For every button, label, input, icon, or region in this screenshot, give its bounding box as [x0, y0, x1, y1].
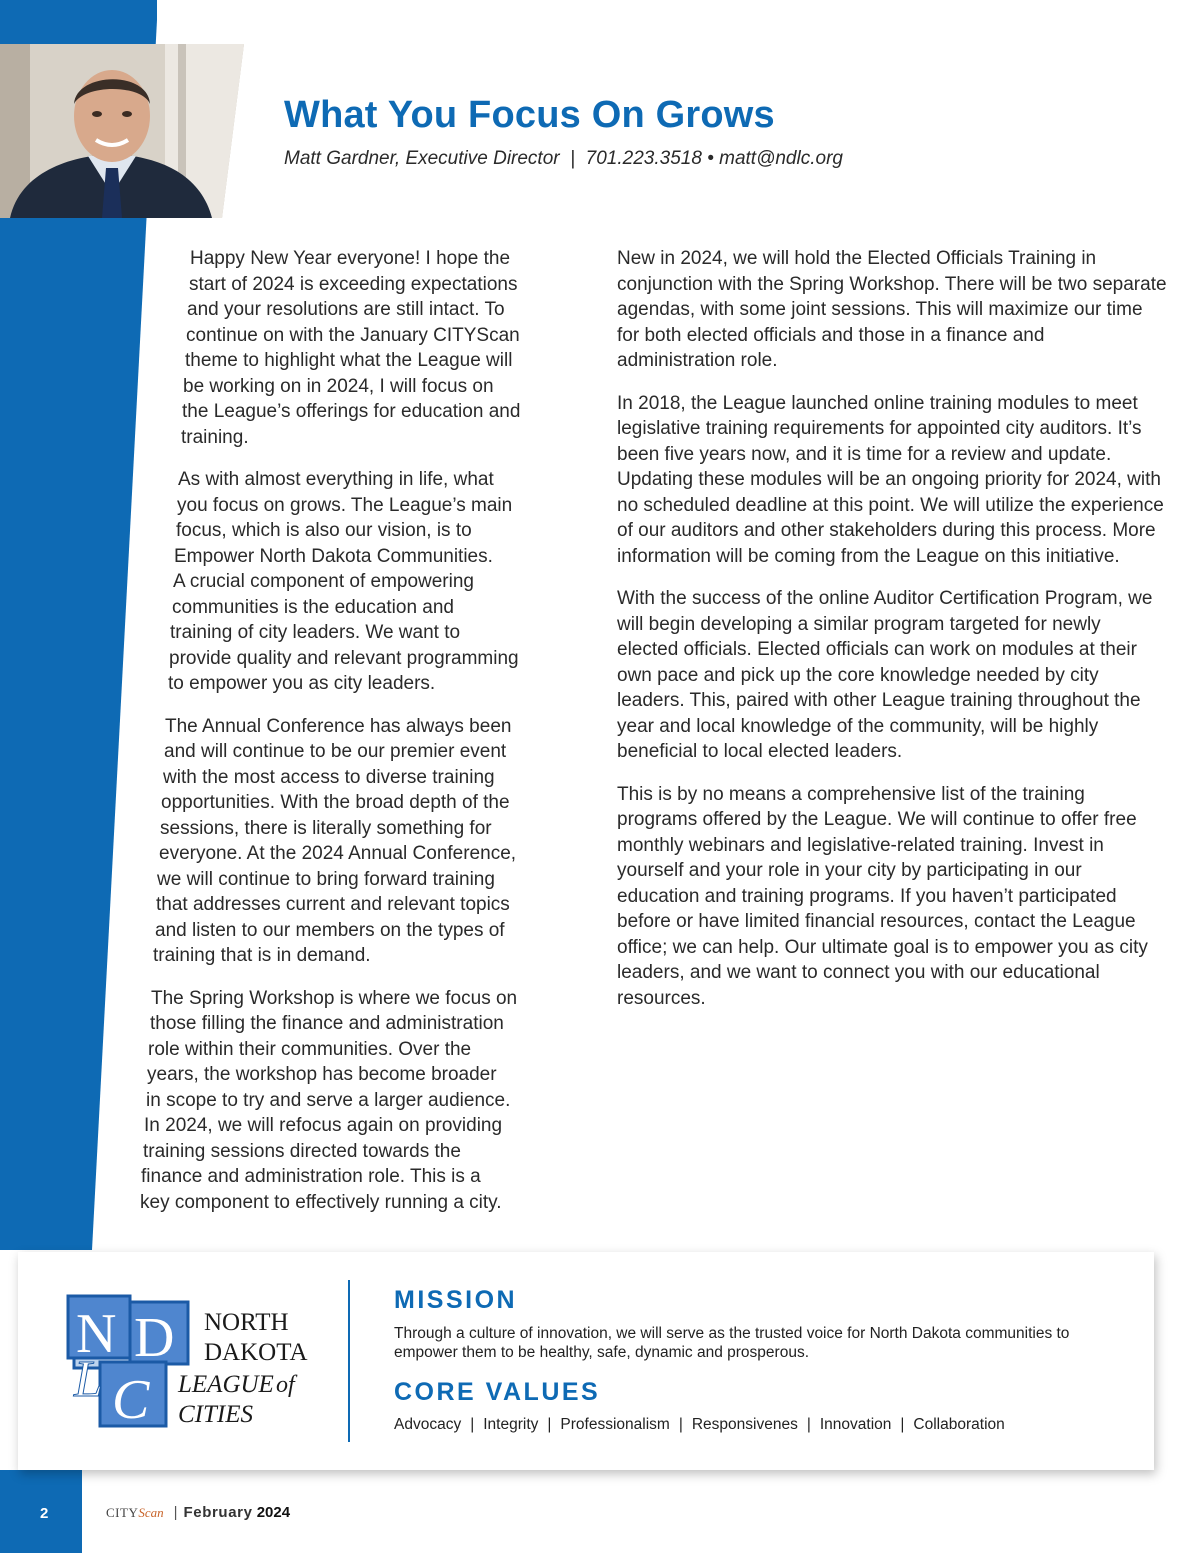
text-line: training. [181, 426, 249, 448]
text-line: you focus on grows. The League’s main [177, 494, 513, 516]
page-number: 2 [40, 1505, 49, 1522]
paragraph-gap [0, 697, 590, 714]
logo-letter-d: D [134, 1307, 175, 1369]
core-value-separator: | [900, 1416, 905, 1433]
text-line: years, the workshop has become broader [147, 1064, 497, 1085]
core-value: Professionalism [560, 1416, 670, 1433]
core-value-separator: | [547, 1416, 552, 1433]
text-line: start of 2024 is exceeding expectations [189, 273, 518, 295]
core-value-separator: | [470, 1416, 475, 1433]
publication-name-city: CITY [106, 1505, 139, 1520]
text-line: training of city leaders. We want to [170, 622, 461, 643]
logo-letter-c: C [112, 1369, 150, 1431]
text-line: those filling the finance and administration [150, 1013, 504, 1034]
core-value-separator: | [678, 1416, 683, 1433]
text-line: In 2024, we will refocus again on providing [144, 1115, 503, 1136]
paragraph: This is by no means a comprehensive list of the training programs offered by the League. We will continue to offer free monthly webinars and legislative-related training. Invest in yourself and your role in your city by participating in our education and training programs. If you haven’t participated before or have limited financial resources, contact the League office; we can help. Our ultimate goal is to empower you as city leaders, and we want to connect you with our educational resources. [617, 783, 1148, 1009]
text-line: in scope to try and serve a larger audience. [146, 1089, 511, 1111]
text-line: A crucial component of empowering [173, 571, 474, 592]
core-values-list [394, 1416, 1005, 1434]
paragraph-gap [0, 969, 590, 986]
mission-heading: MISSION [394, 1286, 518, 1314]
core-value: Innovation [819, 1416, 892, 1433]
text-line: that addresses current and relevant topics [156, 894, 510, 915]
text-line: everyone. At the 2024 Annual Conference, [159, 843, 517, 864]
logo-word-of: of [276, 1372, 295, 1398]
text-line: role within their communities. Over the [148, 1038, 472, 1060]
logo-word-north: NORTH [204, 1309, 289, 1336]
text-line: As with almost everything in life, what [178, 469, 494, 490]
text-line: provide quality and relevant programming [169, 647, 519, 669]
text-line: focus, which is also our vision, is to [176, 520, 472, 541]
paragraph: In 2018, the League launched online training modules to meet legislative training requirements for appointed city auditors. It’s been five years now, and it is time for a review and update. Updating these modules will be an ongoing priority for 2024, with no scheduled deadline at this point. We will utilize the experience of our auditors and other stakeholders during this process. More information will be coming from the League on this initiative. [617, 392, 1164, 567]
text-line: communities is the education and [172, 596, 454, 618]
text-line: training that is in demand. [153, 945, 371, 966]
core-value-separator: | [806, 1416, 811, 1433]
author-photo [0, 44, 250, 218]
ndlc-logo [64, 1292, 324, 1440]
text-line: continue on with the January CITYScan [186, 324, 520, 346]
byline [284, 148, 843, 170]
text-line: finance and administration role. This is a [141, 1166, 481, 1187]
author-email[interactable]: matt@ndlc.org [719, 148, 843, 169]
paragraph-gap [0, 450, 590, 467]
text-line: theme to highlight what the League will [185, 350, 513, 371]
footer-separator: | [173, 1504, 178, 1521]
text-line: and will continue to be our premier event [164, 741, 507, 762]
mission-box [18, 1252, 1154, 1470]
text-line: sessions, there is literally something for [160, 817, 492, 839]
issue-year: 2024 [256, 1504, 291, 1521]
core-values-heading: CORE VALUES [394, 1378, 601, 1406]
text-line: Happy New Year everyone! I hope the [190, 248, 511, 269]
text-line: training sessions directed towards the [143, 1140, 461, 1162]
core-value: Responsivenes [691, 1416, 798, 1433]
text-line: be working on in 2024, I will focus on [183, 375, 494, 397]
logo-word-dakota: DAKOTA [204, 1339, 308, 1366]
core-value: Advocacy [394, 1416, 462, 1433]
text-line: The Annual Conference has always been [165, 715, 512, 737]
text-line: we will continue to bring forward training [157, 868, 495, 890]
text-line: key component to effectively running a city. [140, 1191, 502, 1213]
text-line: with the most access to diverse training [163, 766, 495, 788]
text-line: to empower you as city leaders. [168, 673, 436, 694]
byline-bullet: • [707, 148, 714, 169]
text-line: and your resolutions are still intact. To [187, 299, 505, 320]
logo-letter-l: L [74, 1351, 103, 1408]
article-title: What You Focus On Grows [284, 94, 775, 136]
text-line: Empower North Dakota Communities. [174, 545, 493, 567]
text-line: opportunities. With the broad depth of the [161, 792, 510, 813]
left-column [0, 246, 590, 1215]
right-column [617, 246, 1167, 1028]
publication-name-scan: Scan [138, 1505, 164, 1520]
author-phone: 701.223.3518 [585, 148, 702, 169]
mission-text: Through a culture of innovation, we will serve as the trusted voice for North Dakota communities to empower them to be healthy, safe, dynamic and prosperous. [394, 1325, 1070, 1361]
core-value: Collaboration [913, 1416, 1005, 1433]
logo-letter-n: N [76, 1303, 117, 1365]
footer-publication [106, 1504, 290, 1521]
logo-word-cities: CITIES [178, 1401, 253, 1428]
logo-word-league: LEAGUE [178, 1371, 274, 1398]
core-value: Integrity [483, 1416, 539, 1433]
author-name: Matt Gardner, Executive Director [284, 148, 560, 169]
issue-month: February [183, 1504, 253, 1521]
text-line: The Spring Workshop is where we focus on [151, 987, 518, 1009]
text-line: and listen to our members on the types of [155, 919, 505, 941]
paragraph: New in 2024, we will hold the Elected Officials Training in conjunction with the Spring Workshop. There will be two separate agendas, with some joint sessions. This will maximize our time for both elected officials and those in a finance and administration role. [617, 248, 1167, 371]
paragraph: With the success of the online Auditor Certification Program, we will begin developing a similar program targeted for newly elected officials. Elected officials can work on modules at their own pace and pick up the core knowledge needed by city leaders. This, paired with other League training throughout the year and local knowledge of the community, will be highly beneficial to local elected leaders. [617, 588, 1153, 762]
byline-separator: | [570, 148, 576, 169]
vertical-divider [348, 1280, 350, 1442]
text-line: the League’s offerings for education and [182, 401, 521, 422]
